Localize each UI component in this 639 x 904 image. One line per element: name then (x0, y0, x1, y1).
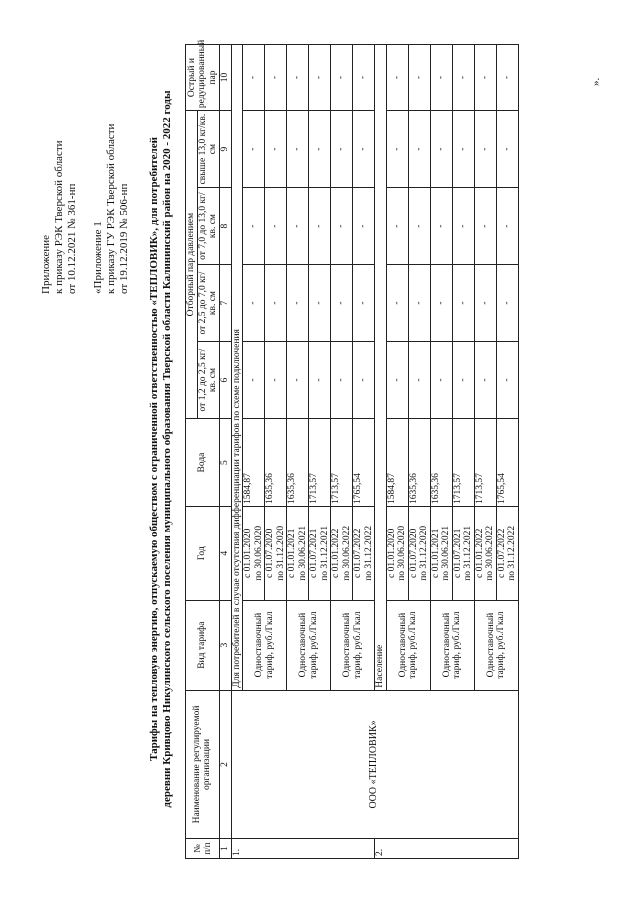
header-org: Наименование регулируемой организации (186, 690, 220, 838)
empty-value-dash: - (287, 188, 309, 265)
period-to: по 31.12.2021 (463, 525, 473, 581)
empty-value-dash: - (408, 111, 430, 188)
section-row (231, 45, 243, 859)
empty-value-dash: - (474, 45, 496, 111)
empty-value-dash: - (452, 265, 474, 342)
empty-value-dash: - (287, 265, 309, 342)
period-cell (452, 507, 474, 600)
water-tariff-value: 1635,36 (430, 419, 452, 507)
header-steam: Отборный пар давлением (186, 111, 198, 419)
period-to: по 31.12.2022 (507, 525, 517, 581)
empty-value-dash: - (353, 342, 375, 419)
header-pressure-p4: свыше 13,0 кг/кв. см (197, 111, 219, 188)
empty-value-dash: - (309, 265, 331, 342)
tariff-table (185, 39, 519, 859)
empty-value-dash: - (386, 265, 408, 342)
period-from: с 01.01.2020 (243, 528, 253, 578)
document-title (148, 54, 174, 844)
column-number: 7 (219, 265, 231, 342)
header-water: Вода (186, 419, 220, 507)
water-tariff-value: 1713,57 (331, 419, 353, 507)
empty-value-dash: - (243, 111, 265, 188)
appendix-line: к приказу РЭК Тверской области (53, 140, 65, 294)
empty-value-dash: - (353, 45, 375, 111)
column-number: 1 (219, 839, 231, 859)
period-cell (243, 507, 265, 600)
tariff-type: Одноставочный тариф, руб./Гкал (243, 600, 287, 690)
appendix-line: от 10.12.2021 № 361-нп (66, 183, 78, 294)
period-cell (265, 507, 287, 600)
header-sharp-steam: Острый и редуцированный пар (186, 45, 220, 111)
empty-value-dash: - (496, 111, 518, 188)
header-row (186, 45, 198, 859)
empty-value-dash: - (243, 265, 265, 342)
empty-value-dash: - (496, 45, 518, 111)
tariff-type: Одноставочный тариф, руб./Гкал (430, 600, 474, 690)
period-cell (287, 507, 309, 600)
empty-value-dash: - (474, 265, 496, 342)
empty-value-dash: - (287, 342, 309, 419)
empty-value-dash: - (474, 188, 496, 265)
water-tariff-value: 1635,36 (265, 419, 287, 507)
period-to: по 31.12.2022 (363, 525, 374, 581)
empty-value-dash: - (309, 111, 331, 188)
header-tariff: Вид тарифа (186, 600, 220, 690)
period-to: по 30.06.2022 (485, 525, 495, 581)
period-cell (496, 507, 518, 600)
period-cell (474, 507, 496, 600)
period-from: с 01.07.2020 (265, 528, 275, 578)
water-tariff-value: 1765,54 (353, 419, 375, 507)
column-number: 5 (219, 419, 231, 507)
water-tariff-value: 1584,87 (243, 419, 265, 507)
tariff-type: Одноставочный тариф, руб./Гкал (331, 600, 375, 690)
column-number: 6 (219, 342, 231, 419)
period-cell (408, 507, 430, 600)
period-to: по 30.06.2021 (297, 525, 308, 581)
empty-value-dash: - (430, 342, 452, 419)
empty-value-dash: - (474, 111, 496, 188)
empty-value-dash: - (452, 342, 474, 419)
empty-value-dash: - (287, 111, 309, 188)
empty-value-dash: - (353, 265, 375, 342)
empty-value-dash: - (386, 188, 408, 265)
header-pressure-p3: от 7,0 до 13,0 кг/кв. см (197, 188, 219, 265)
water-tariff-value: 1713,57 (474, 419, 496, 507)
period-cell (331, 507, 353, 600)
water-tariff-value: 1765,54 (496, 419, 518, 507)
title-line-1: Тарифы на тепловую энергию, отпускаемую обществом с ограниченной ответственностью «ТЕПЛОВИК», для потребителей (148, 137, 160, 761)
column-number: 3 (219, 600, 231, 690)
period-from: с 01.07.2021 (309, 528, 319, 578)
section-number: 2. (375, 839, 519, 859)
period-to: по 31.12.2021 (319, 525, 330, 581)
period-to: по 30.06.2022 (341, 525, 352, 581)
column-number: 2 (219, 690, 231, 838)
period-to: по 30.06.2020 (397, 525, 407, 581)
end-mark: ». (590, 77, 602, 86)
empty-value-dash: - (430, 188, 452, 265)
empty-value-dash: - (386, 342, 408, 419)
empty-value-dash: - (386, 45, 408, 111)
period-from: с 01.01.2022 (331, 528, 341, 578)
empty-value-dash: - (408, 45, 430, 111)
empty-value-dash: - (474, 342, 496, 419)
period-from: с 01.07.2020 (408, 528, 419, 578)
empty-value-dash: - (408, 188, 430, 265)
empty-value-dash: - (243, 188, 265, 265)
empty-value-dash: - (243, 342, 265, 419)
water-tariff-value: 1584,87 (386, 419, 408, 507)
water-tariff-value: 1635,36 (287, 419, 309, 507)
column-number-row (219, 45, 231, 859)
appendix-line: от 19.12.2019 № 506-нп (118, 183, 130, 294)
empty-value-dash: - (265, 188, 287, 265)
title-line-2: деревни Кривцово Никулинского сельского поселения муниципального образования Тверской области Калининский район на 2020 - 2022 годы (161, 90, 173, 808)
appendix-header (40, 34, 131, 294)
header-year: Год (186, 507, 220, 600)
empty-value-dash: - (331, 111, 353, 188)
period-to: по 30.06.2021 (441, 525, 451, 581)
header-pressure-p2: от 2,5 до 7,0 кг/кв. см (197, 265, 219, 342)
empty-value-dash: - (331, 342, 353, 419)
tariff-type: Одноставочный тариф, руб./Гкал (386, 600, 430, 690)
appendix-line: «Приложение 1 (92, 221, 104, 294)
water-tariff-value: 1713,57 (452, 419, 474, 507)
empty-value-dash: - (408, 342, 430, 419)
empty-value-dash: - (430, 265, 452, 342)
section-label: Для потребителей в случае отсутствия дифференциации тарифов по схеме подключения (231, 45, 243, 691)
period-from: с 01.01.2020 (386, 528, 397, 578)
empty-value-dash: - (452, 111, 474, 188)
water-tariff-value: 1713,57 (309, 419, 331, 507)
empty-value-dash: - (496, 265, 518, 342)
empty-value-dash: - (496, 342, 518, 419)
period-to: по 30.06.2020 (253, 525, 264, 581)
period-from: с 01.01.2022 (474, 528, 485, 578)
column-number: 4 (219, 507, 231, 600)
water-tariff-value: 1635,36 (408, 419, 430, 507)
empty-value-dash: - (265, 342, 287, 419)
empty-value-dash: - (309, 45, 331, 111)
section-number: 1. (231, 839, 375, 859)
tariff-type: Одноставочный тариф, руб./Гкал (287, 600, 331, 690)
period-to: по 31.12.2020 (275, 525, 286, 581)
period-cell (353, 507, 375, 600)
tariff-type: Одноставочный тариф, руб./Гкал (474, 600, 518, 690)
empty-value-dash: - (287, 45, 309, 111)
empty-value-dash: - (386, 111, 408, 188)
section-label: Население (375, 45, 387, 691)
column-number: 9 (219, 111, 231, 188)
empty-value-dash: - (452, 188, 474, 265)
header-num: № п/п (186, 839, 220, 859)
period-from: с 01.01.2021 (430, 528, 441, 578)
empty-value-dash: - (309, 342, 331, 419)
empty-value-dash: - (331, 188, 353, 265)
period-cell (430, 507, 452, 600)
period-from: с 01.01.2021 (287, 528, 297, 578)
empty-value-dash: - (265, 265, 287, 342)
empty-value-dash: - (331, 265, 353, 342)
period-from: с 01.07.2022 (353, 528, 363, 578)
empty-value-dash: - (408, 265, 430, 342)
empty-value-dash: - (452, 45, 474, 111)
appendix-line: Приложение (40, 234, 52, 294)
period-to: по 31.12.2020 (419, 525, 429, 581)
period-cell (309, 507, 331, 600)
empty-value-dash: - (265, 45, 287, 111)
empty-value-dash: - (496, 188, 518, 265)
period-from: с 01.07.2022 (496, 528, 507, 578)
empty-value-dash: - (430, 45, 452, 111)
period-cell (386, 507, 408, 600)
empty-value-dash: - (243, 45, 265, 111)
empty-value-dash: - (265, 111, 287, 188)
column-number: 10 (219, 45, 231, 111)
empty-value-dash: - (331, 45, 353, 111)
column-number: 8 (219, 188, 231, 265)
organization-name: ООО «ТЕПЛОВИК» (231, 690, 518, 838)
empty-value-dash: - (353, 111, 375, 188)
period-from: с 01.07.2021 (452, 528, 463, 578)
appendix-line: к приказу ГУ РЭК Тверской области (105, 123, 117, 294)
header-pressure-p1: от 1,2 до 2,5 кг/кв. см (197, 342, 219, 419)
empty-value-dash: - (309, 188, 331, 265)
empty-value-dash: - (353, 188, 375, 265)
empty-value-dash: - (430, 111, 452, 188)
